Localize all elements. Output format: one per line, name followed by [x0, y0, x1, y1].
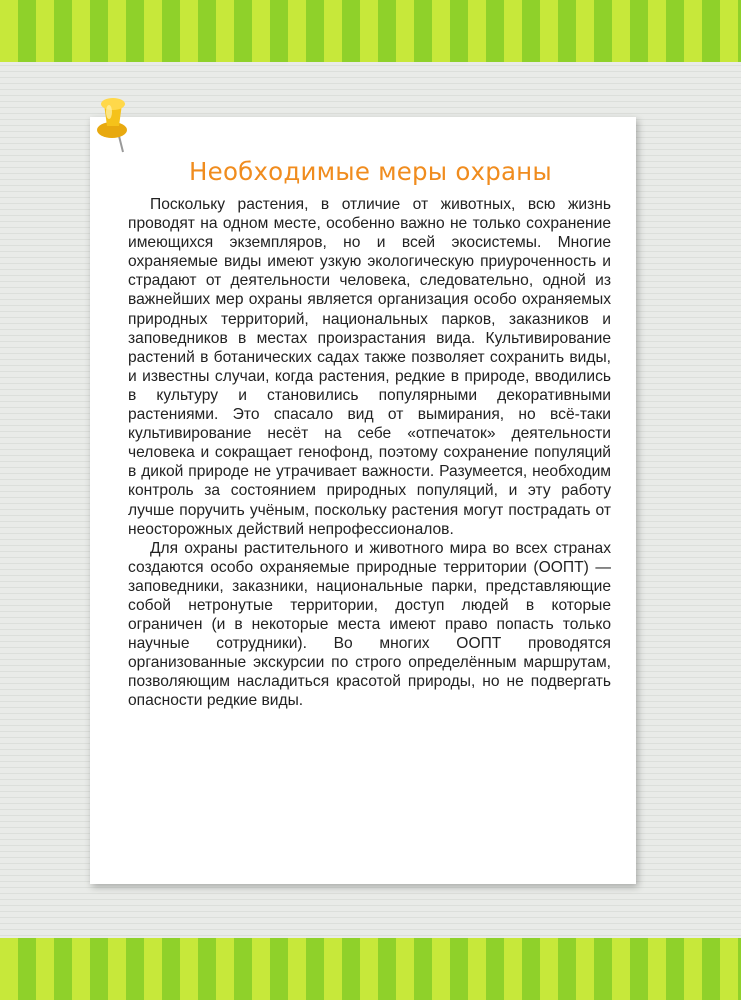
paragraph: Поскольку растения, в отличие от животных, всю жизнь проводят на одном месте, особенно важно не только сохранение имеющихся экземпляров, но и всей экосистемы. Многие охраняемые виды имеют узкую экологическую приуроченность и страдают от деятельности человека, следовательно, одной из важнейших мер охраны является организация особо охраняемых природных территорий, национальных парков, заказников и заповедников в местах произрастания вида. Культивирование растений в ботанических садах также позволяет сохранить виды, и известны случаи, когда растения, редкие в природе, вводились в культуру и становились популярными декоративными растениями. Это спасало вид от вымирания, но всё-таки культивирование несёт на себе «отпечаток» деятельности человека и сокращает генофонд, поэтому сохранение популяций в дикой природе не утрачивает важности. Разумеется, необходим контроль за состоянием природных популяций, и эту работу лучше поручить учёным, поскольку растения могут пострадать от неосторожных действий непрофессионалов.: [128, 196, 611, 538]
top-stripe-border: [0, 0, 741, 62]
pushpin-icon: [92, 96, 140, 156]
bottom-stripe-border: [0, 938, 741, 1000]
page-title: Необходимые меры охраны: [189, 157, 552, 186]
paragraph: Для охраны растительного и животного мира во всех странах создаются особо охраняемые природные территории (ООПТ) — заповедники, заказники, национальные парки, представляющие собой нетронутые территории, доступ людей в которые ограничен (и в некоторые места имеют право попасть только научные сотрудники). Во многих ООПТ проводятся организованные экскурсии по строго определённым маршрутам, позволяющим насладиться красотой природы, но не подвергать опасности редкие виды.: [128, 539, 611, 710]
article-body: [128, 195, 611, 711]
